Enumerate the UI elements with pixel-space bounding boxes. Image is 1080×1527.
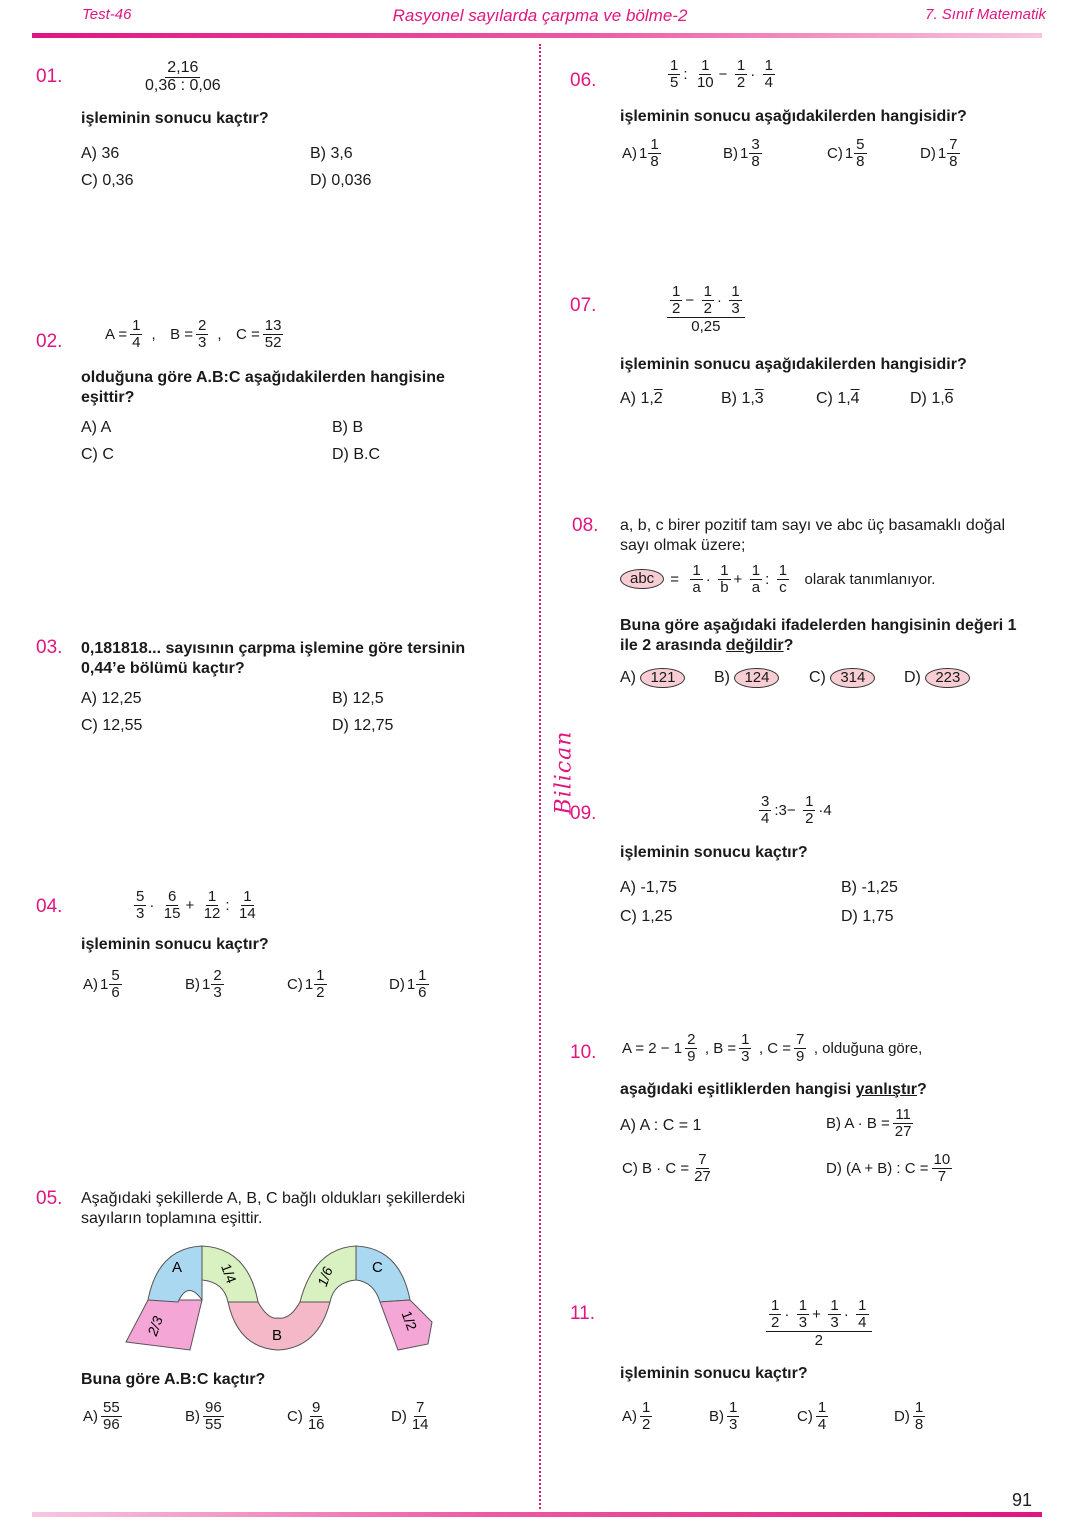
q10-definitions: A = 2 − 1 $\frac{2}{9}$ , B = $\frac{1}{3}$ , C = $\frac{7}{9}$ , olduğuna göre,: [622, 1031, 923, 1065]
q05-option-b[interactable]: B) $\frac{96}{55}$: [185, 1399, 222, 1433]
q06-option-d[interactable]: D) 1 $\frac{7}{8}$: [920, 136, 958, 170]
q09-option-a[interactable]: A) -1,75: [620, 879, 677, 896]
label-a: A: [172, 1259, 183, 1276]
q10-option-a[interactable]: A) A : C = 1: [620, 1117, 702, 1134]
top-accent-bar: [32, 33, 1042, 38]
q07-option-b[interactable]: B) 1,3: [721, 390, 764, 407]
q01-expression: $\frac{2,16}{0,36 : 0,06}$: [145, 59, 221, 94]
q05-option-c[interactable]: C) $\frac{9}{16}$: [287, 1399, 325, 1433]
label-c: C: [372, 1259, 383, 1276]
q11-question: işleminin sonucu kaçtır?: [620, 1365, 808, 1382]
q08-option-b[interactable]: B) 124: [714, 668, 779, 688]
q08-option-a[interactable]: A) 121: [620, 668, 685, 688]
question-number: 09.: [570, 803, 597, 824]
q04-expression: $\frac{5}{3}$ · $\frac{6}{15}$ + $\frac{1}{12}$ : $\frac{1}{14}$: [136, 888, 256, 922]
q06-option-c[interactable]: C) 1 $\frac{5}{8}$: [827, 136, 865, 170]
subject-label: 7. Sınıf Matematik: [925, 6, 1046, 23]
column-divider: [539, 44, 541, 1509]
q11-option-c[interactable]: C) $\frac{1}{4}$: [797, 1399, 827, 1433]
q09-question: işleminin sonucu kaçtır?: [620, 844, 808, 861]
q11-option-b[interactable]: B) $\frac{1}{3}$: [709, 1399, 738, 1433]
q11-expression: $\frac{1}{2}$ · $\frac{1}{3}$ + $\frac{1}{3}$ · $\frac{1}{4}$ 2: [766, 1298, 872, 1349]
q03-option-d[interactable]: D) 12,75: [332, 717, 394, 734]
q03-option-c[interactable]: C) 12,55: [81, 717, 143, 734]
question-number: 01.: [36, 66, 63, 87]
q06-question: işleminin sonucu aşağıdakilerden hangisidir?: [620, 108, 967, 125]
question-number: 06.: [570, 70, 597, 91]
question-number: 07.: [570, 295, 597, 316]
q02-question: olduğuna göre A.B:C aşağıdakilerden hangisine eşittir?: [81, 369, 445, 406]
label-one-sixth: 1/6: [314, 1264, 336, 1289]
q02-option-a[interactable]: A) A: [81, 419, 112, 436]
page-number: 91: [1011, 1490, 1032, 1510]
q04-question: işleminin sonucu kaçtır?: [81, 936, 269, 953]
q08-question: Buna göre aşağıdaki ifadelerden hangisinin değeri 1 ile 2 arasında değildir?: [620, 617, 1017, 654]
q05-question: Buna göre A.B:C kaçtır?: [81, 1371, 266, 1388]
q08-option-d[interactable]: D) 223: [904, 668, 970, 688]
q02-option-d[interactable]: D) B.C: [332, 446, 380, 463]
label-b: B: [272, 1327, 283, 1344]
bottom-accent-bar: [32, 1512, 1042, 1517]
left-pink-segment: [126, 1300, 202, 1350]
brand-watermark: Bilican: [551, 725, 576, 821]
q02-option-b[interactable]: B) B: [332, 419, 364, 436]
q03-question: 0,181818... sayısının çarpma işlemine göre tersinin 0,44’e bölümü kaçtır?: [81, 640, 466, 677]
question-number: 03.: [36, 637, 63, 658]
question-number: 05.: [36, 1188, 63, 1209]
q09-option-c[interactable]: C) 1,25: [620, 908, 673, 925]
page-title: Rasyonel sayılarda çarpma ve bölme-2: [392, 6, 688, 25]
q01-option-d[interactable]: D) 0,036: [310, 172, 372, 189]
q10-option-d[interactable]: D) (A + B) : C = $\frac{10}{7}$: [826, 1151, 951, 1185]
q01-question: işleminin sonucu kaçtır?: [81, 110, 269, 127]
q01-option-c[interactable]: C) 0,36: [81, 172, 134, 189]
question-number: 08.: [572, 515, 599, 536]
q09-option-d[interactable]: D) 1,75: [841, 908, 894, 925]
q01-option-b[interactable]: B) 3,6: [310, 145, 353, 162]
q03-option-a[interactable]: A) 12,25: [81, 690, 142, 707]
q07-option-d[interactable]: D) 1,6: [910, 390, 954, 407]
q02-option-c[interactable]: C) C: [81, 446, 114, 463]
label-one-half: 1/2: [398, 1308, 421, 1333]
question-number: 04.: [36, 896, 63, 917]
label-two-thirds: 2/3: [144, 1314, 166, 1338]
q10-question: aşağıdaki eşitliklerden hangisi yanlıştır?: [620, 1081, 927, 1098]
wave-shape-figure: [118, 1240, 438, 1360]
label-one-quarter: 1/4: [218, 1261, 240, 1286]
q11-option-d[interactable]: D) $\frac{1}{8}$: [894, 1399, 924, 1433]
q04-option-d[interactable]: D) 1 $\frac{1}{6}$: [389, 967, 427, 1001]
q07-option-c[interactable]: C) 1,4: [816, 390, 860, 407]
q09-option-b[interactable]: B) -1,25: [841, 879, 898, 896]
q05-option-a[interactable]: A) $\frac{55}{96}$: [83, 1399, 120, 1433]
q06-expression: $\frac{1}{5}$ : $\frac{1}{10}$ − $\frac{1}{2}$ · $\frac{1}{4}$: [670, 57, 774, 91]
question-number: 10.: [570, 1042, 597, 1063]
q08-intro: a, b, c birer pozitif tam sayı ve abc üç basamaklı doğal sayı olmak üzere;: [620, 517, 1006, 554]
q03-option-b[interactable]: B) 12,5: [332, 690, 384, 707]
q07-question: işleminin sonucu aşağıdakilerden hangisidir?: [620, 356, 967, 373]
q04-option-c[interactable]: C) 1 $\frac{1}{2}$: [287, 967, 325, 1001]
c-blue-segment: [356, 1246, 410, 1302]
q05-option-d[interactable]: D) $\frac{7}{14}$: [391, 1399, 429, 1433]
q08-option-c[interactable]: C) 314: [809, 668, 875, 688]
q07-option-a[interactable]: A) 1,2: [620, 390, 663, 407]
q11-option-a[interactable]: A) $\frac{1}{2}$: [622, 1399, 651, 1433]
q02-definitions: A = $\frac{1}{4}$ , B = $\frac{2}{3}$ , C = $\frac{13}{52}$: [105, 317, 282, 351]
q01-option-a[interactable]: A) 36: [81, 145, 120, 162]
q09-expression: $\frac{3}{4}$ :3− $\frac{1}{2}$ ·4: [761, 793, 832, 827]
q07-expression: $\frac{1}{2}$ − $\frac{1}{2}$ · $\frac{1}{3}$ 0,25: [667, 284, 745, 335]
question-number: 11.: [570, 1303, 596, 1324]
question-number: 02.: [36, 331, 63, 352]
q08-definition: abc = $\frac{1}{a}$ · $\frac{1}{b}$ + $\frac{1}{a}$ : $\frac{1}{c}$ olarak tanımlanıyor.: [620, 563, 937, 596]
q04-option-b[interactable]: B) 1 $\frac{2}{3}$: [185, 967, 222, 1001]
q10-option-c[interactable]: C) B · C = $\frac{7}{27}$: [622, 1151, 711, 1185]
q05-intro: Aşağıdaki şekillerde A, B, C bağlı oldukları şekillerdeki sayıların toplamına eşittir.: [81, 1190, 466, 1227]
q06-option-a[interactable]: A) 1 $\frac{1}{8}$: [622, 136, 659, 170]
q10-option-b[interactable]: B) A · B = $\frac{11}{27}$: [826, 1106, 912, 1140]
q04-option-a[interactable]: A) 1 $\frac{5}{6}$: [83, 967, 120, 1001]
q06-option-b[interactable]: B) 1 $\frac{3}{8}$: [723, 136, 760, 170]
test-number: Test-46: [82, 6, 132, 23]
